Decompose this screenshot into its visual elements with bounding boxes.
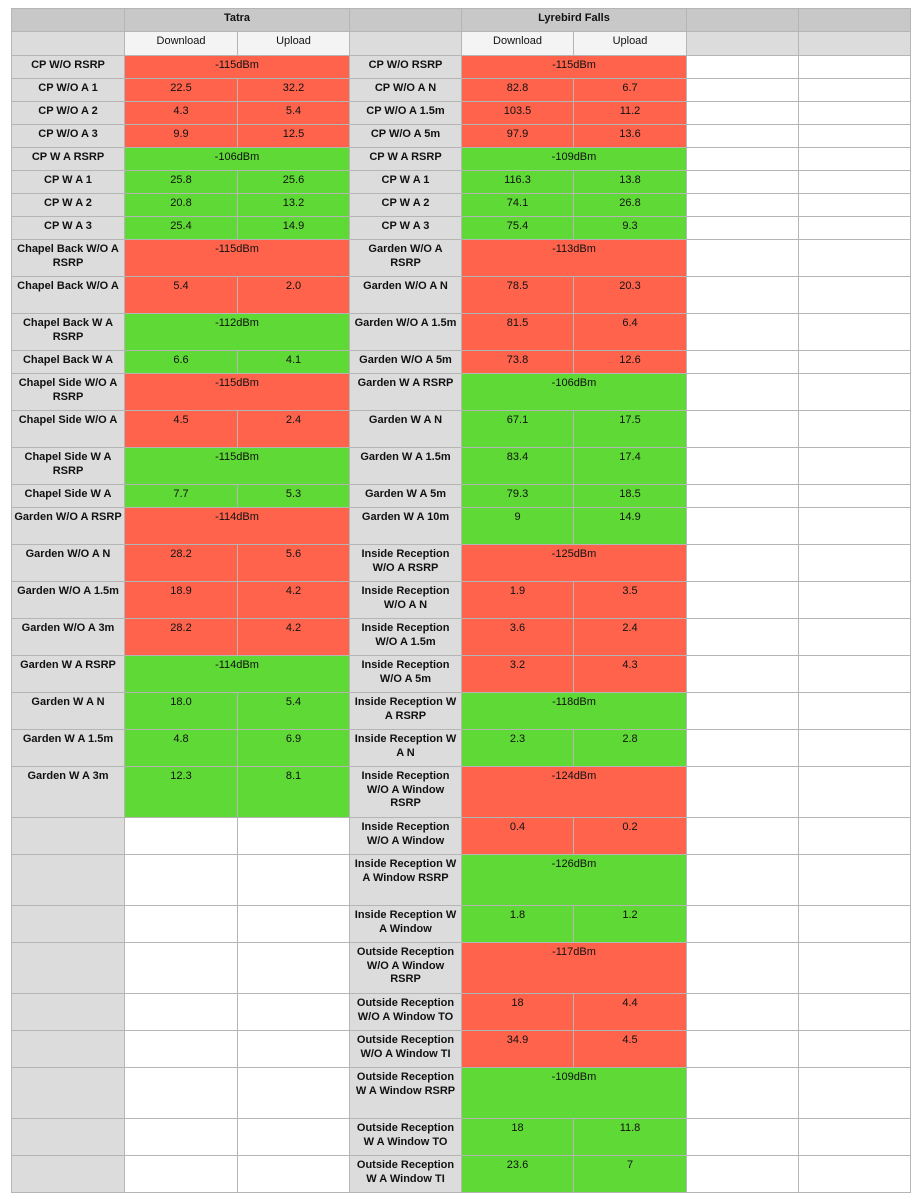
tatra-row-label[interactable]: Chapel Back W A RSRP	[12, 314, 125, 351]
lyrebird-row-label[interactable]: Outside Reception W/O A Window RSRP	[350, 943, 462, 994]
tatra-upload-cell[interactable]: 5.4	[238, 693, 350, 730]
table-row	[12, 314, 911, 351]
lyrebird-upload-cell[interactable]: 26.8	[574, 194, 687, 217]
lyrebird-download-cell[interactable]: 79.3	[462, 485, 574, 508]
tatra-row-label[interactable]	[12, 1068, 125, 1119]
lyrebird-upload-cell[interactable]: 2.8	[574, 730, 687, 767]
empty-cell[interactable]	[799, 693, 911, 730]
tatra-rsrp-cell[interactable]: -115dBm	[125, 56, 350, 79]
spreadsheet-table	[11, 8, 911, 1193]
empty-cell[interactable]	[799, 194, 911, 217]
lyrebird-row-label[interactable]: CP W A 3	[350, 217, 462, 240]
tatra-row-label[interactable]: Chapel Side W/O A	[12, 411, 125, 448]
empty-cell[interactable]	[799, 314, 911, 351]
tatra-row-label[interactable]	[12, 1156, 125, 1193]
tatra-upload-cell[interactable]: 5.3	[238, 485, 350, 508]
tatra-upload-cell[interactable]	[238, 1031, 350, 1068]
tatra-upload-cell[interactable]: 14.9	[238, 217, 350, 240]
lyrebird-download-cell[interactable]: 3.2	[462, 656, 574, 693]
table-row	[12, 1068, 911, 1119]
lyrebird-upload-cell[interactable]: 13.8	[574, 171, 687, 194]
lyrebird-download-cell[interactable]: 9	[462, 508, 574, 545]
tatra-upload-cell[interactable]	[238, 1156, 350, 1193]
empty-cell[interactable]	[687, 619, 799, 656]
tatra-upload-cell[interactable]	[238, 994, 350, 1031]
empty-cell[interactable]	[687, 448, 799, 485]
tatra-upload-cell[interactable]: 2.4	[238, 411, 350, 448]
tatra-row-label[interactable]: Chapel Back W/O A RSRP	[12, 240, 125, 277]
tatra-row-label[interactable]	[12, 855, 125, 906]
lyrebird-upload-cell[interactable]: 2.4	[574, 619, 687, 656]
empty-cell[interactable]	[799, 56, 911, 79]
tatra-upload-cell[interactable]: 13.2	[238, 194, 350, 217]
empty-cell[interactable]	[799, 171, 911, 194]
table-row	[12, 217, 911, 240]
lyrebird-download-cell[interactable]: 0.4	[462, 818, 574, 855]
empty-cell[interactable]	[799, 125, 911, 148]
tatra-upload-cell[interactable]: 5.6	[238, 545, 350, 582]
tatra-download-cell[interactable]: 4.3	[125, 102, 238, 125]
empty-cell[interactable]	[687, 943, 799, 994]
tatra-row-label[interactable]: CP W A 1	[12, 171, 125, 194]
empty-cell[interactable]	[687, 1156, 799, 1193]
lyrebird-download-cell[interactable]: 2.3	[462, 730, 574, 767]
empty-cell[interactable]	[687, 508, 799, 545]
lyrebird-row-label[interactable]: Garden W A RSRP	[350, 374, 462, 411]
header-tatra[interactable]: Tatra	[125, 9, 350, 32]
tatra-rsrp-cell[interactable]: -115dBm	[125, 374, 350, 411]
tatra-download-cell[interactable]: 18.9	[125, 582, 238, 619]
lyrebird-upload-cell[interactable]: 6.4	[574, 314, 687, 351]
lyrebird-upload-cell[interactable]: 12.6	[574, 351, 687, 374]
table-row	[12, 194, 911, 217]
tatra-row-label[interactable]	[12, 906, 125, 943]
lyrebird-row-label[interactable]: Garden W A 5m	[350, 485, 462, 508]
empty-cell[interactable]	[687, 79, 799, 102]
subheader-lyrebird-upload[interactable]: Upload	[574, 32, 687, 56]
tatra-upload-cell[interactable]: 12.5	[238, 125, 350, 148]
subheader-blank-cell[interactable]	[799, 32, 911, 56]
lyrebird-upload-cell[interactable]: 1.2	[574, 906, 687, 943]
lyrebird-rsrp-cell[interactable]: -113dBm	[462, 240, 687, 277]
tatra-row-label[interactable]: Garden W/O A RSRP	[12, 508, 125, 545]
empty-cell[interactable]	[687, 767, 799, 818]
tatra-upload-cell[interactable]: 2.0	[238, 277, 350, 314]
empty-cell[interactable]	[799, 619, 911, 656]
empty-cell[interactable]	[799, 730, 911, 767]
tatra-download-cell[interactable]	[125, 818, 238, 855]
table-row	[12, 619, 911, 656]
header-blank-cell[interactable]	[12, 9, 125, 32]
lyrebird-upload-cell[interactable]: 13.6	[574, 125, 687, 148]
empty-cell[interactable]	[687, 656, 799, 693]
tatra-upload-cell[interactable]	[238, 1068, 350, 1119]
lyrebird-upload-cell[interactable]: 20.3	[574, 277, 687, 314]
lyrebird-row-label[interactable]: Inside Reception W/O A 5m	[350, 656, 462, 693]
empty-cell[interactable]	[799, 277, 911, 314]
header-blank-cell[interactable]	[687, 9, 799, 32]
empty-cell[interactable]	[799, 582, 911, 619]
header-blank-cell[interactable]	[799, 9, 911, 32]
subheader-blank-cell[interactable]	[12, 32, 125, 56]
tatra-row-label[interactable]: Garden W A RSRP	[12, 656, 125, 693]
lyrebird-row-label[interactable]: Garden W/O A 5m	[350, 351, 462, 374]
table-row	[12, 656, 911, 693]
tatra-upload-cell[interactable]: 5.4	[238, 102, 350, 125]
empty-cell[interactable]	[687, 693, 799, 730]
empty-cell[interactable]	[799, 240, 911, 277]
table-row	[12, 125, 911, 148]
empty-cell[interactable]	[687, 906, 799, 943]
lyrebird-download-cell[interactable]: 81.5	[462, 314, 574, 351]
tatra-rsrp-cell[interactable]: -114dBm	[125, 656, 350, 693]
lyrebird-download-cell[interactable]: 1.9	[462, 582, 574, 619]
lyrebird-rsrp-cell[interactable]: -109dBm	[462, 1068, 687, 1119]
tatra-row-label[interactable]: Chapel Side W A RSRP	[12, 448, 125, 485]
empty-cell[interactable]	[687, 855, 799, 906]
tatra-download-cell[interactable]: 5.4	[125, 277, 238, 314]
empty-cell[interactable]	[687, 485, 799, 508]
lyrebird-upload-cell[interactable]: 7	[574, 1156, 687, 1193]
lyrebird-row-label[interactable]: CP W/O A 5m	[350, 125, 462, 148]
lyrebird-upload-cell[interactable]: 18.5	[574, 485, 687, 508]
tatra-row-label[interactable]	[12, 1119, 125, 1156]
tatra-rsrp-cell[interactable]: -114dBm	[125, 508, 350, 545]
tatra-upload-cell[interactable]: 4.2	[238, 619, 350, 656]
empty-cell[interactable]	[799, 351, 911, 374]
lyrebird-upload-cell[interactable]: 11.8	[574, 1119, 687, 1156]
empty-cell[interactable]	[687, 730, 799, 767]
lyrebird-row-label[interactable]: Garden W/O A N	[350, 277, 462, 314]
tatra-download-cell[interactable]: 25.4	[125, 217, 238, 240]
lyrebird-row-label[interactable]: CP W A RSRP	[350, 148, 462, 171]
empty-cell[interactable]	[799, 1068, 911, 1119]
lyrebird-row-label[interactable]: CP W/O RSRP	[350, 56, 462, 79]
lyrebird-upload-cell[interactable]: 4.4	[574, 994, 687, 1031]
lyrebird-row-label[interactable]: Inside Reception W A N	[350, 730, 462, 767]
empty-cell[interactable]	[799, 906, 911, 943]
lyrebird-row-label[interactable]: Garden W A 1.5m	[350, 448, 462, 485]
tatra-upload-cell[interactable]: 6.9	[238, 730, 350, 767]
lyrebird-download-cell[interactable]: 78.5	[462, 277, 574, 314]
empty-cell[interactable]	[799, 767, 911, 818]
tatra-download-cell[interactable]	[125, 994, 238, 1031]
lyrebird-rsrp-cell[interactable]: -115dBm	[462, 56, 687, 79]
lyrebird-row-label[interactable]: Outside Reception W A Window TO	[350, 1119, 462, 1156]
lyrebird-download-cell[interactable]: 74.1	[462, 194, 574, 217]
tatra-row-label[interactable]	[12, 943, 125, 994]
tatra-row-label[interactable]: Garden W A 1.5m	[12, 730, 125, 767]
tatra-download-cell[interactable]	[125, 1156, 238, 1193]
table-row	[12, 906, 911, 943]
lyrebird-row-label[interactable]: CP W/O A 1.5m	[350, 102, 462, 125]
lyrebird-row-label[interactable]: Inside Reception W/O A Window	[350, 818, 462, 855]
tatra-row-label[interactable]: Chapel Side W/O A RSRP	[12, 374, 125, 411]
lyrebird-row-label[interactable]: Inside Reception W/O A N	[350, 582, 462, 619]
sub-header-row	[12, 32, 911, 56]
table-row	[12, 448, 911, 485]
lyrebird-row-label[interactable]: Inside Reception W/O A Window RSRP	[350, 767, 462, 818]
tatra-download-cell[interactable]: 7.7	[125, 485, 238, 508]
tatra-rsrp-cell[interactable]: -115dBm	[125, 448, 350, 485]
empty-cell[interactable]	[687, 314, 799, 351]
lyrebird-download-cell[interactable]: 103.5	[462, 102, 574, 125]
empty-cell[interactable]	[687, 818, 799, 855]
tatra-row-label[interactable]: CP W/O RSRP	[12, 56, 125, 79]
lyrebird-row-label[interactable]: Outside Reception W A Window TI	[350, 1156, 462, 1193]
tatra-rsrp-cell[interactable]: -106dBm	[125, 148, 350, 171]
table-row	[12, 730, 911, 767]
subheader-tatra-download[interactable]: Download	[125, 32, 238, 56]
empty-cell[interactable]	[687, 411, 799, 448]
lyrebird-upload-cell[interactable]: 6.7	[574, 79, 687, 102]
tatra-row-label[interactable]: CP W A 2	[12, 194, 125, 217]
lyrebird-row-label[interactable]: Outside Reception W/O A Window TO	[350, 994, 462, 1031]
header-lyrebird-falls[interactable]: Lyrebird Falls	[462, 9, 687, 32]
header-blank-cell[interactable]	[350, 9, 462, 32]
lyrebird-upload-cell[interactable]: 3.5	[574, 582, 687, 619]
table-row	[12, 171, 911, 194]
tatra-download-cell[interactable]: 22.5	[125, 79, 238, 102]
subheader-lyrebird-download[interactable]: Download	[462, 32, 574, 56]
empty-cell[interactable]	[687, 148, 799, 171]
lyrebird-upload-cell[interactable]: 11.2	[574, 102, 687, 125]
empty-cell[interactable]	[799, 79, 911, 102]
table-row	[12, 1031, 911, 1068]
empty-cell[interactable]	[799, 1119, 911, 1156]
lyrebird-row-label[interactable]: Inside Reception W A RSRP	[350, 693, 462, 730]
tatra-download-cell[interactable]	[125, 1031, 238, 1068]
table-row	[12, 693, 911, 730]
lyrebird-download-cell[interactable]: 3.6	[462, 619, 574, 656]
lyrebird-download-cell[interactable]: 67.1	[462, 411, 574, 448]
tatra-row-label[interactable]	[12, 818, 125, 855]
empty-cell[interactable]	[799, 411, 911, 448]
tatra-download-cell[interactable]: 6.6	[125, 351, 238, 374]
empty-cell[interactable]	[687, 545, 799, 582]
tatra-row-label[interactable]: Garden W A N	[12, 693, 125, 730]
lyrebird-row-label[interactable]: Inside Reception W A Window RSRP	[350, 855, 462, 906]
table-row	[12, 411, 911, 448]
empty-cell[interactable]	[687, 240, 799, 277]
lyrebird-upload-cell[interactable]: 0.2	[574, 818, 687, 855]
table-row	[12, 277, 911, 314]
empty-cell[interactable]	[799, 217, 911, 240]
tatra-upload-cell[interactable]	[238, 855, 350, 906]
lyrebird-row-label[interactable]: CP W A 1	[350, 171, 462, 194]
tatra-upload-cell[interactable]	[238, 818, 350, 855]
tatra-row-label[interactable]	[12, 994, 125, 1031]
tatra-row-label[interactable]: CP W/O A 3	[12, 125, 125, 148]
tatra-row-label[interactable]: Garden W/O A 3m	[12, 619, 125, 656]
tatra-upload-cell[interactable]	[238, 943, 350, 994]
table-row	[12, 994, 911, 1031]
tatra-row-label[interactable]: CP W/O A 2	[12, 102, 125, 125]
tatra-download-cell[interactable]	[125, 943, 238, 994]
table-row	[12, 545, 911, 582]
lyrebird-download-cell[interactable]: 18	[462, 1119, 574, 1156]
lyrebird-download-cell[interactable]: 75.4	[462, 217, 574, 240]
table-row	[12, 56, 911, 79]
empty-cell[interactable]	[687, 351, 799, 374]
lyrebird-row-label[interactable]: CP W A 2	[350, 194, 462, 217]
lyrebird-download-cell[interactable]: 18	[462, 994, 574, 1031]
tatra-row-label[interactable]: Chapel Side W A	[12, 485, 125, 508]
lyrebird-download-cell[interactable]: 73.8	[462, 351, 574, 374]
table-row	[12, 79, 911, 102]
lyrebird-upload-cell[interactable]: 4.3	[574, 656, 687, 693]
lyrebird-download-cell[interactable]: 116.3	[462, 171, 574, 194]
table-row	[12, 240, 911, 277]
empty-cell[interactable]	[799, 508, 911, 545]
tatra-row-label[interactable]: CP W/O A 1	[12, 79, 125, 102]
empty-cell[interactable]	[799, 545, 911, 582]
empty-cell[interactable]	[687, 1119, 799, 1156]
tatra-upload-cell[interactable]: 8.1	[238, 767, 350, 818]
tatra-upload-cell[interactable]: 4.1	[238, 351, 350, 374]
table-row	[12, 943, 911, 994]
empty-cell[interactable]	[799, 818, 911, 855]
tatra-download-cell[interactable]: 12.3	[125, 767, 238, 818]
lyrebird-download-cell[interactable]: 83.4	[462, 448, 574, 485]
lyrebird-row-label[interactable]: Inside Reception W/O A 1.5m	[350, 619, 462, 656]
tatra-rsrp-cell[interactable]: -115dBm	[125, 240, 350, 277]
subheader-tatra-upload[interactable]: Upload	[238, 32, 350, 56]
tatra-row-label[interactable]: Chapel Back W A	[12, 351, 125, 374]
tatra-download-cell[interactable]	[125, 1119, 238, 1156]
tatra-row-label[interactable]: Chapel Back W/O A	[12, 277, 125, 314]
tatra-row-label[interactable]: Garden W/O A N	[12, 545, 125, 582]
tatra-download-cell[interactable]: 9.9	[125, 125, 238, 148]
empty-cell[interactable]	[799, 1031, 911, 1068]
empty-cell[interactable]	[687, 1031, 799, 1068]
empty-cell[interactable]	[687, 194, 799, 217]
tatra-row-label[interactable]: Garden W A 3m	[12, 767, 125, 818]
empty-cell[interactable]	[799, 855, 911, 906]
lyrebird-rsrp-cell[interactable]: -124dBm	[462, 767, 687, 818]
tatra-download-cell[interactable]: 28.2	[125, 619, 238, 656]
lyrebird-upload-cell[interactable]: 14.9	[574, 508, 687, 545]
tatra-upload-cell[interactable]	[238, 906, 350, 943]
empty-cell[interactable]	[799, 656, 911, 693]
empty-cell[interactable]	[687, 171, 799, 194]
table-row	[12, 102, 911, 125]
tatra-upload-cell[interactable]: 32.2	[238, 79, 350, 102]
empty-cell[interactable]	[687, 102, 799, 125]
lyrebird-download-cell[interactable]: 97.9	[462, 125, 574, 148]
table-row	[12, 1119, 911, 1156]
table-row	[12, 351, 911, 374]
tatra-download-cell[interactable]	[125, 1068, 238, 1119]
tatra-download-cell[interactable]	[125, 906, 238, 943]
empty-cell[interactable]	[799, 1156, 911, 1193]
table-row	[12, 582, 911, 619]
tatra-upload-cell[interactable]: 4.2	[238, 582, 350, 619]
empty-cell[interactable]	[687, 582, 799, 619]
lyrebird-upload-cell[interactable]: 9.3	[574, 217, 687, 240]
lyrebird-rsrp-cell[interactable]: -109dBm	[462, 148, 687, 171]
tatra-row-label[interactable]	[12, 1031, 125, 1068]
empty-cell[interactable]	[687, 125, 799, 148]
table-row	[12, 855, 911, 906]
lyrebird-rsrp-cell[interactable]: -125dBm	[462, 545, 687, 582]
group-header-row	[12, 9, 911, 32]
lyrebird-upload-cell[interactable]: 17.5	[574, 411, 687, 448]
lyrebird-download-cell[interactable]: 1.8	[462, 906, 574, 943]
empty-cell[interactable]	[799, 102, 911, 125]
lyrebird-row-label[interactable]: Inside Reception W A Window	[350, 906, 462, 943]
table-row	[12, 485, 911, 508]
table-row	[12, 1156, 911, 1193]
lyrebird-rsrp-cell[interactable]: -106dBm	[462, 374, 687, 411]
empty-cell[interactable]	[799, 448, 911, 485]
empty-cell[interactable]	[799, 148, 911, 171]
tatra-row-label[interactable]: CP W A 3	[12, 217, 125, 240]
lyrebird-row-label[interactable]: Inside Reception W/O A RSRP	[350, 545, 462, 582]
tatra-download-cell[interactable]: 25.8	[125, 171, 238, 194]
empty-cell[interactable]	[687, 994, 799, 1031]
empty-cell[interactable]	[799, 485, 911, 508]
lyrebird-upload-cell[interactable]: 4.5	[574, 1031, 687, 1068]
lyrebird-row-label[interactable]: CP W/O A N	[350, 79, 462, 102]
table-row	[12, 374, 911, 411]
tatra-download-cell[interactable]: 20.8	[125, 194, 238, 217]
lyrebird-rsrp-cell[interactable]: -126dBm	[462, 855, 687, 906]
subheader-blank-cell[interactable]	[350, 32, 462, 56]
lyrebird-download-cell[interactable]: 23.6	[462, 1156, 574, 1193]
empty-cell[interactable]	[687, 56, 799, 79]
lyrebird-row-label[interactable]: Garden W/O A 1.5m	[350, 314, 462, 351]
lyrebird-row-label[interactable]: Garden W A N	[350, 411, 462, 448]
empty-cell[interactable]	[799, 943, 911, 994]
lyrebird-row-label[interactable]: Outside Reception W A Window RSRP	[350, 1068, 462, 1119]
tatra-row-label[interactable]: CP W A RSRP	[12, 148, 125, 171]
lyrebird-row-label[interactable]: Garden W/O A RSRP	[350, 240, 462, 277]
table-row	[12, 508, 911, 545]
empty-cell[interactable]	[799, 994, 911, 1031]
table-row	[12, 767, 911, 818]
empty-cell[interactable]	[687, 217, 799, 240]
lyrebird-download-cell[interactable]: 82.8	[462, 79, 574, 102]
tatra-download-cell[interactable]: 4.5	[125, 411, 238, 448]
empty-cell[interactable]	[687, 374, 799, 411]
tatra-download-cell[interactable]: 4.8	[125, 730, 238, 767]
table-row	[12, 148, 911, 171]
tatra-download-cell[interactable]: 28.2	[125, 545, 238, 582]
tatra-upload-cell[interactable]: 25.6	[238, 171, 350, 194]
lyrebird-row-label[interactable]: Outside Reception W/O A Window TI	[350, 1031, 462, 1068]
empty-cell[interactable]	[687, 1068, 799, 1119]
lyrebird-rsrp-cell[interactable]: -117dBm	[462, 943, 687, 994]
tatra-download-cell[interactable]	[125, 855, 238, 906]
tatra-download-cell[interactable]: 18.0	[125, 693, 238, 730]
empty-cell[interactable]	[687, 277, 799, 314]
empty-cell[interactable]	[799, 374, 911, 411]
lyrebird-download-cell[interactable]: 34.9	[462, 1031, 574, 1068]
tatra-rsrp-cell[interactable]: -112dBm	[125, 314, 350, 351]
lyrebird-row-label[interactable]: Garden W A 10m	[350, 508, 462, 545]
tatra-row-label[interactable]: Garden W/O A 1.5m	[12, 582, 125, 619]
table-row	[12, 818, 911, 855]
tatra-upload-cell[interactable]	[238, 1119, 350, 1156]
lyrebird-rsrp-cell[interactable]: -118dBm	[462, 693, 687, 730]
subheader-blank-cell[interactable]	[687, 32, 799, 56]
lyrebird-upload-cell[interactable]: 17.4	[574, 448, 687, 485]
